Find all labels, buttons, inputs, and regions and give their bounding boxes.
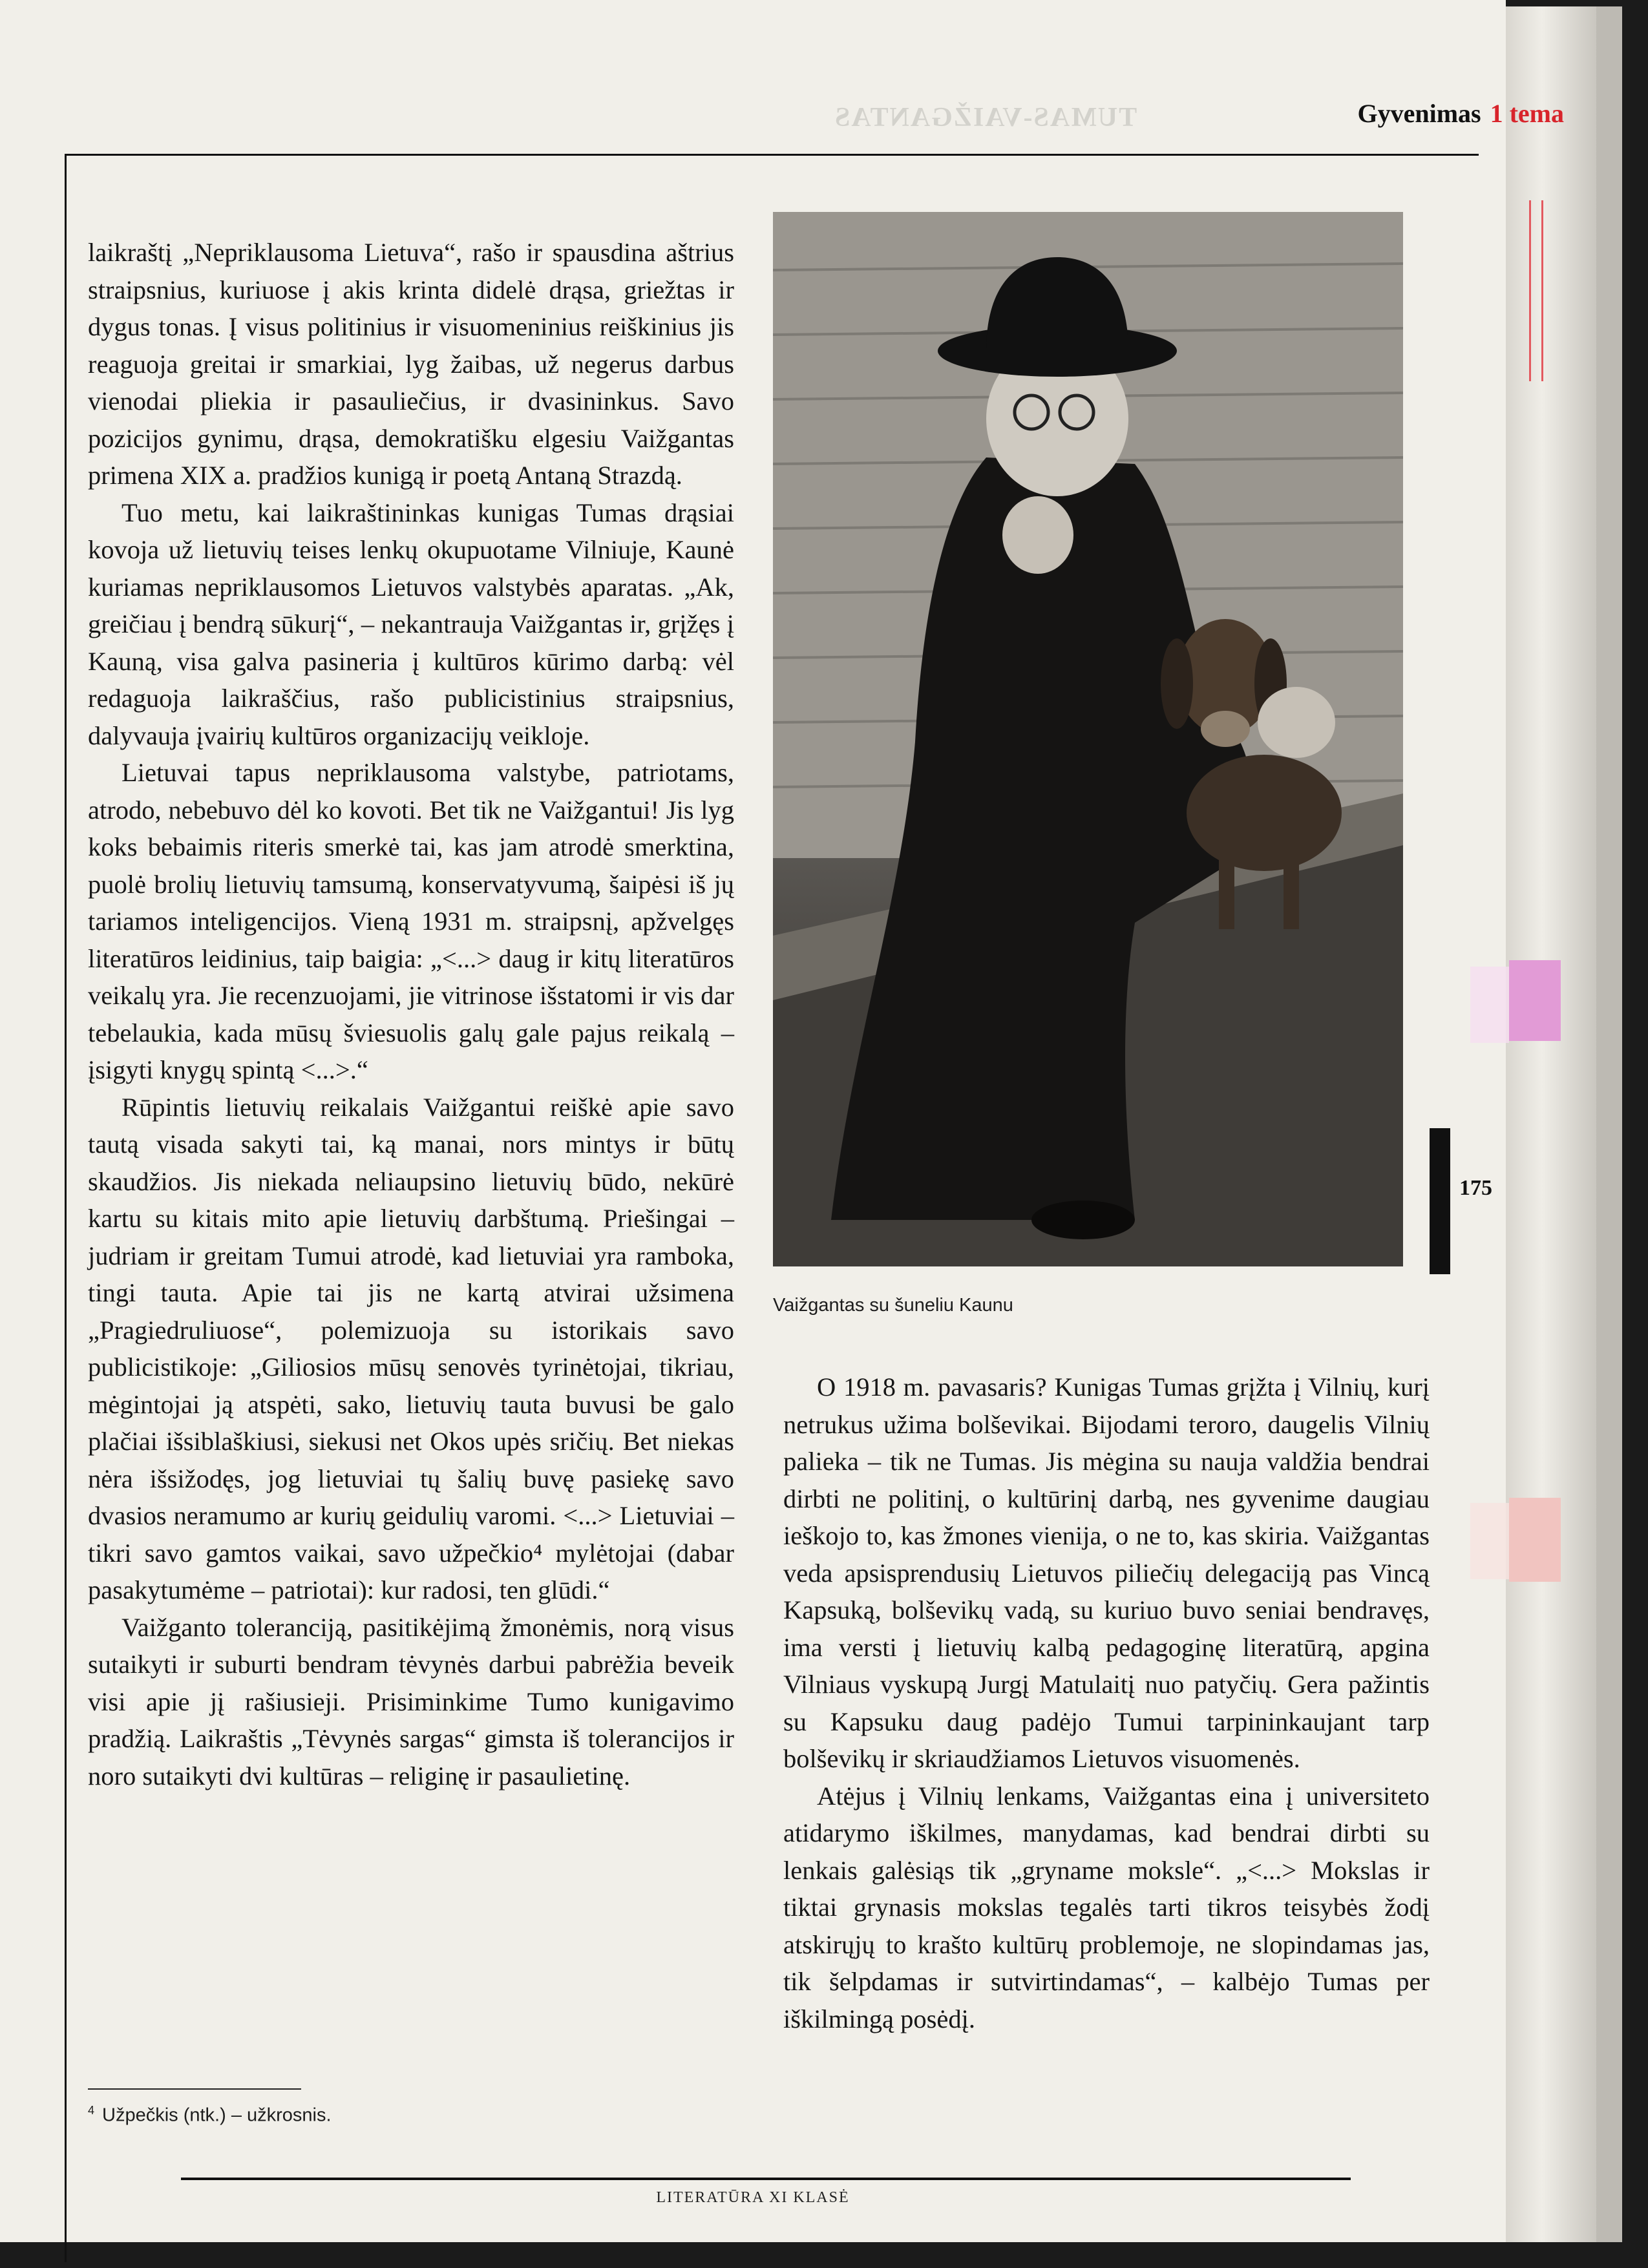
sticky-note-tab: [1509, 1498, 1561, 1582]
running-header: [1357, 98, 1564, 137]
footnote-mark: 4: [88, 2104, 95, 2117]
sticky-note-tab-shadow: [1470, 967, 1509, 1043]
theme-label: 1 tema: [1490, 99, 1564, 128]
photo-caption: Vaižgantas su šuneliu Kaunu: [773, 1295, 1013, 1316]
paragraph: Rūpintis lietuvių reikalais Vaižgantui reiškė apie savo tautą visada sakyti tai, ką manai, nors mintys ir būtų skaudžios. Jis niekada neliaupsino lietuvių būdo, nekūrė kartu su kitais mito apie lietuvių darbštumą. Priešingai – judriam ir greitam Tumui atrodė, kad lietuviai yra ramboka, tingi tauta. Apie tai jis ne kartą atvirai užsimena „Pragiedruliuose“, polemizuoja su istorikais savo publicistikoje: „Giliosios mūsų senovės tyrinėtojai, tikriau, mėgintojai ją atspėti, sako, lietuvių tauta buvusi be galo plačiai išsiblaškiusi, siekusi net Okos upės sričių. Bet niekas nėra išsižodęs, jog lietuviai tų šalių buvę pasiekę savo dvasios neramumo ar kurių geidulių varomi. <...> Lietuviai – tikri savo gamtos vaikai, savo užpečkio⁴ mylėtojai (dabar pasakytumėme – patriotai): kur radosi, ten glūdi.“: [88, 1092, 734, 1604]
section-title: Gyvenimas: [1357, 99, 1481, 128]
right-column: [783, 1369, 1430, 2037]
edge-marks: [1529, 200, 1543, 381]
sticky-note-tab-shadow: [1470, 1503, 1509, 1579]
paragraph: Tuo metu, kai laikraštininkas kunigas Tumas drąsiai kovoja už lietuvių teises lenkų okupuotame Vilniuje, Kaunė kuriamas nepriklausomos Lietuvos valstybės aparatas. „Ak, greičiau į bendrą sūkurį“, – nekantrauja Vaižgantas ir, grįžęs į Kauną, visa galva pasineria į kultūros kūrimo darbą: vėl redaguoja laikraščius, rašo publicistinius straipsnius, dalyvauja įvairių kultūros organizacijų veikloje.: [88, 498, 734, 750]
page-edge: [1506, 6, 1596, 2242]
page-number: 175: [1459, 1176, 1492, 1200]
portrait-photo: [773, 212, 1403, 1266]
footnote-text: Užpečkis (ntk.) – užkrosnis.: [102, 2105, 332, 2126]
footer-rule: [181, 2178, 1351, 2180]
photo-illustration: [773, 212, 1403, 1266]
page-number-bar: [1430, 1128, 1450, 1274]
sticky-note-tab: [1509, 960, 1561, 1041]
footnote-divider: [88, 2088, 301, 2090]
paragraph: O 1918 m. pavasaris? Kunigas Tumas grįžta į Vilnių, kurį netrukus užima bolševikai. Bijodami teroro, daugelis Vilnių palieka – tik ne Tumas. Jis mėgina su nauja valdžia bendrai dirbti ne politinį, o kultūrinį darbą, nes gyvenime daugiau ieškojo to, kas žmones vienija, o ne to, kas skiria. Vaižgantas veda apsisprendusių Lietuvos piliečių delegaciją pas Vincą Kapsuką, bolševikų vadą, su kuriuo buvo seniai bendravęs, ima versti į lietuvių kalbą pedagoginę literatūrą, apgina Vilniaus vyskupą Jurgį Matulaitį nuo patyčių. Gera pažintis su Kapsuku daug padėjo Tumui tarpininkaujant tarp bolševikų ir skriaudžiamos Lietuvos visuomenės.: [783, 1372, 1430, 1773]
paragraph: Lietuvai tapus nepriklausoma valstybe, patriotams, atrodo, nebebuvo dėl ko kovoti. Bet tik ne Vaižgantui! Jis lyg koks bebaimis riteris smerkė tai, kas jam atrodė smerktina, puolė brolių lietuvių tamsumą, konservatyvumą, šaipėsi iš jų tariamos inteligencijos. Vieną 1931 m. straipsnį, apžvelgęs literatūros leidinius, taip baigia: „<...> daug ir kitų literatūros veikalų yra. Jie recenzuojami, jie vitrinose išstatomi ir vis dar tebelaukia, kada mūsų šviesuolis galų gale pajus reikalą – įsigyti knygų spintą <...>.“: [88, 758, 734, 1084]
paragraph: Atėjus į Vilnių lenkams, Vaižgantas eina į universiteto atidarymo iškilmes, manydamas, kad bendrai dirbti su lenkais galėsiąs tik „gryname moksle“. „<...> Mokslas ir tiktai grynasis mokslas tegalės tarti tikros teisybės žodį atskirųjų to krašto kultūrų problemoje, ne slopindamas jas, tik šelpdamas ir sutvirtindamas“, – kalbėjo Tumas per iškilmingą posėdį.: [783, 1781, 1430, 2033]
left-column: [88, 234, 734, 1794]
bleed-through-header: TUMAS-VAIŽGANTAS: [834, 103, 1137, 132]
footnote: [88, 2104, 332, 2126]
page-edge-shadow: [1596, 6, 1622, 2242]
footer-title: LITERATŪRA XI KLASĖ: [656, 2189, 850, 2206]
paragraph: laikraštį „Nepriklausoma Lietuva“, rašo ir spausdina aštrius straipsnius, kuriuose į akis krinta didelė drąsa, griežtas ir dygus tonas. Į visus politinius ir visuomeninius reiškinius jis reaguoja greitai ir smarkiai, lyg žaibas, už negerus darbus vienodai pliekia ir pasauliečius, ir dvasininkus. Savo pozicijos gynimu, drąsa, demokratišku elgesiu Vaižgantas primena XIX a. pradžios kunigą ir poetą Antaną Strazdą.: [88, 238, 734, 490]
paragraph: Vaižganto toleranciją, pasitikėjimą žmonėmis, norą visus sutaikyti ir suburti bendram tėvynės darbui pabrėžia beveik visi apie jį rašiusieji. Prisiminkime Tumo kunigavimo pradžią. Laikraštis „Tėvynės sargas“ gimsta iš tolerancijos ir noro sutaikyti dvi kultūras – religinę ir pasaulietinę.: [88, 1612, 734, 1790]
